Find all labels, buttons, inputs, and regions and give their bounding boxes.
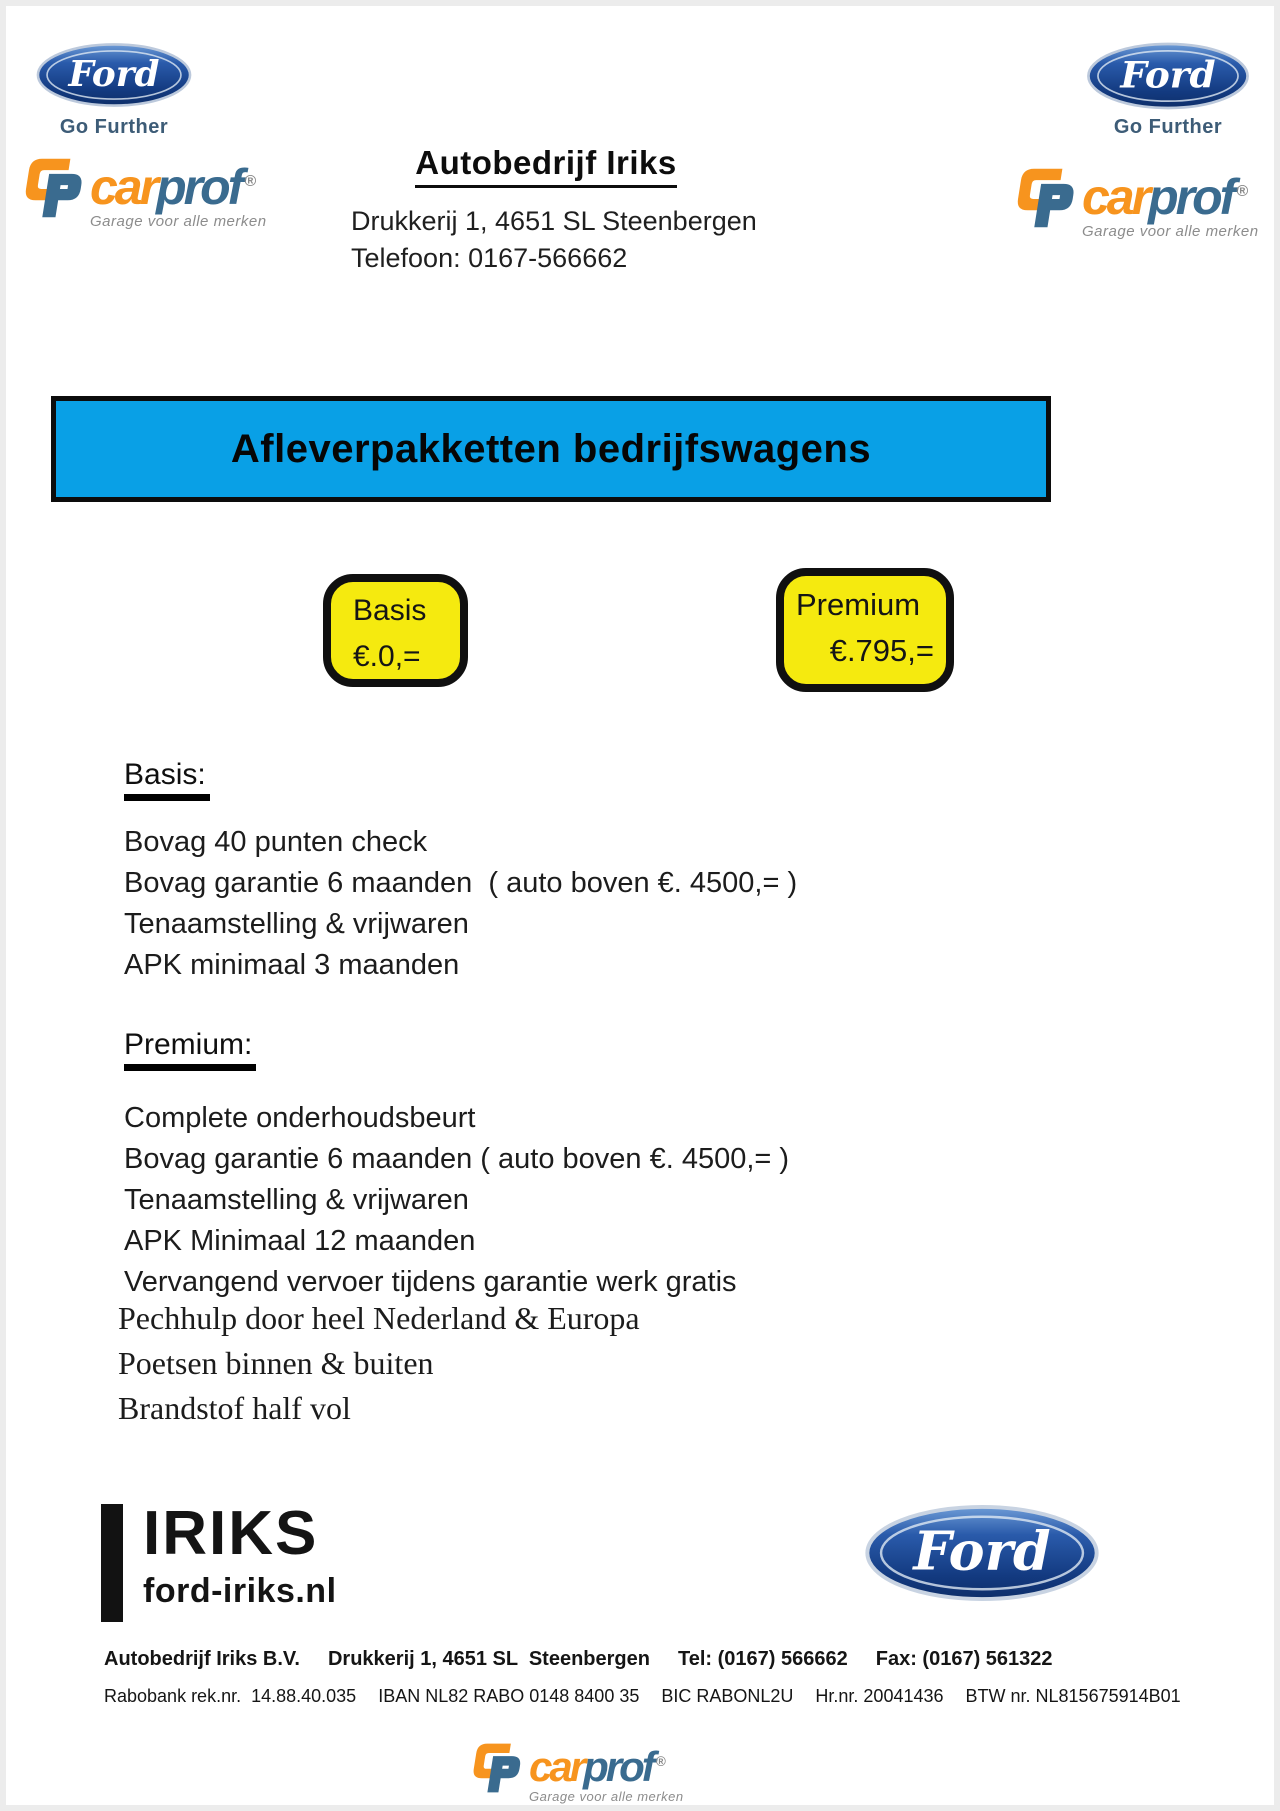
list-item: Complete onderhoudsbeurt: [124, 1102, 476, 1134]
page-title: Autobedrijf Iriks: [415, 144, 677, 188]
footer-company-name: Autobedrijf Iriks B.V.: [104, 1648, 300, 1670]
carprof-tagline: Garage voor alle merken: [529, 1789, 684, 1804]
registered-mark: ®: [1236, 183, 1249, 201]
list-item: Bovag 40 punten check: [124, 826, 428, 858]
basis-price-badge: [323, 574, 468, 687]
premium-badge-label: Premium: [796, 587, 921, 622]
ford-logo-top-right: [1086, 42, 1250, 110]
carprof-logo-top-right: [1008, 166, 1259, 240]
iriks-logo: [101, 1499, 337, 1622]
carprof-logo-top-left: [16, 156, 267, 230]
ford-tagline: Go Further: [59, 116, 169, 138]
ford-wordmark: Ford: [67, 54, 160, 96]
carprof-wordmark: carprof ®: [90, 159, 257, 215]
footer-bank-line: [104, 1686, 1204, 1707]
iriks-logo-text: IRIKS: [143, 1499, 319, 1568]
footer-bank-account: Rabobank rek.nr. 14.88.40.035: [104, 1686, 357, 1706]
list-item: APK Minimaal 12 maanden: [124, 1225, 476, 1257]
header: [306, 144, 786, 188]
footer-address: Drukkerij 1, 4651 SL Steenbergen: [327, 1648, 650, 1670]
list-item: Pechhulp door heel Nederland & Europa: [118, 1300, 640, 1336]
ford-logo-bottom: [852, 1504, 1112, 1602]
registered-mark: ®: [244, 173, 257, 191]
list-item: Bovag garantie 6 maanden ( auto boven €. 4500,= ): [124, 1143, 790, 1175]
phone-line: Telefoon: 0167-566662: [351, 243, 628, 273]
premium-section-heading-wrap: [124, 1028, 256, 1071]
carprof-tagline: Garage voor alle merken: [90, 213, 267, 230]
premium-section-heading: Premium:: [124, 1028, 256, 1071]
footer-btw-nr: BTW nr. NL815675914B01: [965, 1686, 1181, 1706]
footer-hr-nr: Hr.nr. 20041436: [815, 1686, 944, 1706]
list-item: Poetsen binnen & buiten: [118, 1345, 434, 1381]
carprof-cp-icon: [464, 1742, 522, 1794]
carprof-tagline: Garage voor alle merken: [1082, 223, 1259, 240]
basis-section-heading: Basis:: [124, 758, 210, 801]
footer-company-line: [104, 1648, 1204, 1671]
list-item: Tenaamstelling & vrijwaren: [124, 1184, 469, 1216]
title-banner: [51, 396, 1051, 502]
basis-badge-label: Basis: [353, 594, 427, 627]
footer-iban: IBAN NL82 RABO 0148 8400 35: [378, 1686, 640, 1706]
iriks-website: ford-iriks.nl: [143, 1572, 337, 1610]
ford-wordmark: Ford: [911, 1520, 1051, 1583]
carprof-cp-icon: [1008, 166, 1074, 230]
registered-mark: ®: [655, 1754, 666, 1769]
carprof-wordmark: carprof ®: [1082, 169, 1249, 225]
basis-section-heading-wrap: [124, 758, 210, 801]
address-line: Drukkerij 1, 4651 SL Steenbergen: [351, 206, 757, 236]
list-item: Brandstof half vol: [118, 1390, 351, 1426]
footer-tel: Tel: (0167) 566662: [677, 1648, 848, 1670]
list-item: APK minimaal 3 maanden: [124, 949, 460, 981]
footer-bic: BIC RABONL2U: [661, 1686, 794, 1706]
premium-item-list-serif: [118, 1296, 640, 1431]
banner-title: Afleverpakketten bedrijfswagens: [230, 426, 872, 471]
iriks-logo-bar: [101, 1504, 123, 1622]
premium-price-badge: [776, 568, 954, 692]
basis-item-list: [124, 822, 797, 986]
list-item: Vervangend vervoer tijdens garantie werk gratis: [124, 1266, 737, 1298]
carprof-logo-bottom: [464, 1742, 684, 1804]
list-item: Bovag garantie 6 maanden ( auto boven €. 4500,= ): [124, 867, 798, 899]
ford-wordmark: Ford: [1119, 53, 1216, 97]
carprof-wordmark: carprof ®: [529, 1743, 666, 1790]
premium-badge-price: €.795,=: [829, 633, 934, 668]
list-item: Tenaamstelling & vrijwaren: [124, 908, 469, 940]
ford-logo-top-left: [36, 42, 192, 108]
carprof-cp-icon: [16, 156, 82, 220]
ford-tagline: Go Further: [1113, 116, 1223, 138]
basis-badge-price: €.0,=: [353, 640, 421, 673]
premium-item-list: [124, 1098, 789, 1303]
footer-fax: Fax: (0167) 561322: [875, 1648, 1053, 1670]
